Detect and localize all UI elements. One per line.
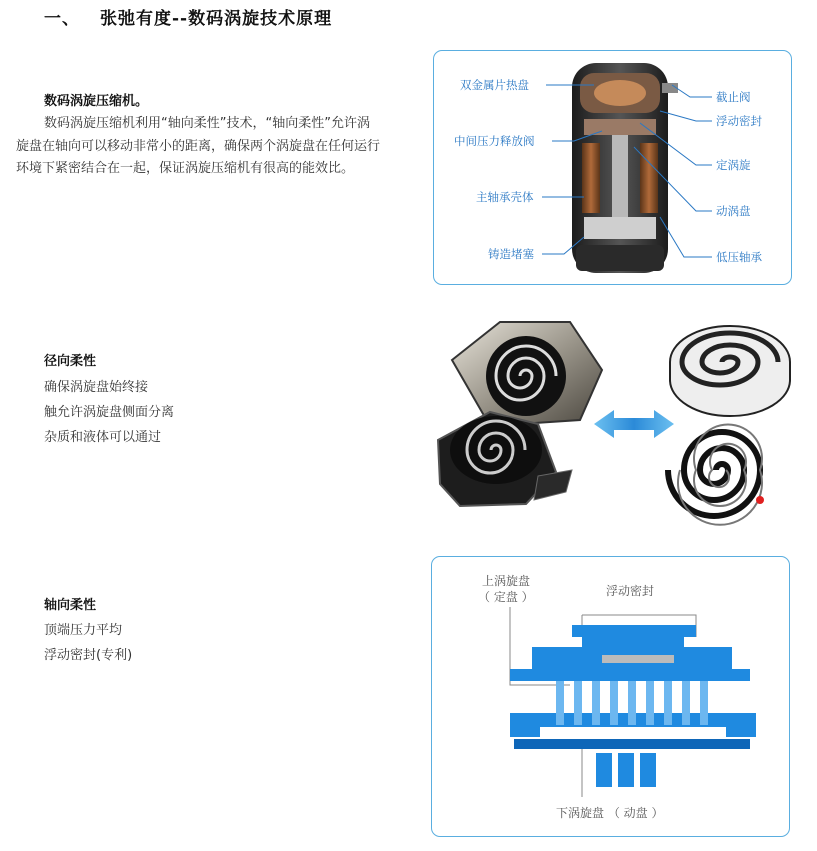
radial-movement-arrow [594, 410, 674, 438]
section3-line-2: 浮动密封(专利) [44, 648, 133, 663]
orbiting-base-plate [514, 739, 750, 749]
axial-compliance-diagram [432, 557, 789, 836]
fixed-scroll-part [452, 322, 602, 426]
compressor-cutaway-panel [433, 50, 792, 285]
seal-ring [602, 655, 674, 663]
label-stop-valve: 截止阀 [716, 90, 751, 104]
section1-title: 数码涡旋压缩机。 [44, 94, 149, 109]
label-upper-scroll: 上涡旋盘 [482, 574, 531, 588]
compressor-cutaway-diagram [434, 51, 791, 284]
label-low-pressure-bearing: 低压轴承 [716, 250, 762, 264]
label-main-bearing-housing: 主轴承壳体 [476, 190, 534, 204]
label-floating-seal-3: 浮动密封 [606, 584, 655, 598]
page-title [44, 4, 332, 29]
scroll-illustration [430, 300, 817, 530]
scroll-wraps [556, 681, 708, 725]
section3-line-1: 顶端压力平均 [44, 623, 123, 638]
axial-compliance-panel [431, 556, 790, 837]
section1-paragraph: 数码涡旋压缩机利用“轴向柔性”技术，“轴向柔性”允许涡旋盘在轴向可以移动非常小的距离，确保两个涡旋盘在任何运行环境下紧密结合在一起，保证涡旋压缩机有很高的能效比。 [16, 116, 381, 176]
label-upper-scroll-fixed: （ 定盘 ） [478, 590, 534, 604]
label-bimetal-disc: 双金属片热盘 [460, 78, 529, 92]
scroll-3d-diagram [670, 326, 790, 416]
label-floating-seal: 浮动密封 [716, 114, 762, 128]
label-cast-plug: 铸造堵塞 [488, 247, 534, 261]
orbiting-scroll-part [438, 412, 572, 506]
label-fixed-scroll: 定涡旋 [716, 158, 751, 172]
compressor-body [572, 63, 678, 273]
page-title-number: 一、 [44, 9, 80, 29]
scroll-2d-diagram [668, 425, 764, 525]
label-lower-scroll: 下涡旋盘 （ 动盘 ） [556, 806, 664, 820]
section2-line-1: 确保涡旋盘始终接 [44, 380, 149, 395]
label-orbiting-scroll: 动涡盘 [716, 204, 751, 218]
section2-title: 径向柔性 [44, 354, 97, 369]
section2-line-3: 杂质和液体可以通过 [44, 430, 162, 445]
page-title-text: 张弛有度--数码涡旋技术原理 [100, 9, 333, 29]
label-pressure-relief-valve: 中间压力释放阀 [454, 134, 535, 148]
section2-line-2: 触允许涡旋盘侧面分离 [44, 405, 175, 420]
section3-title: 轴向柔性 [44, 598, 97, 613]
